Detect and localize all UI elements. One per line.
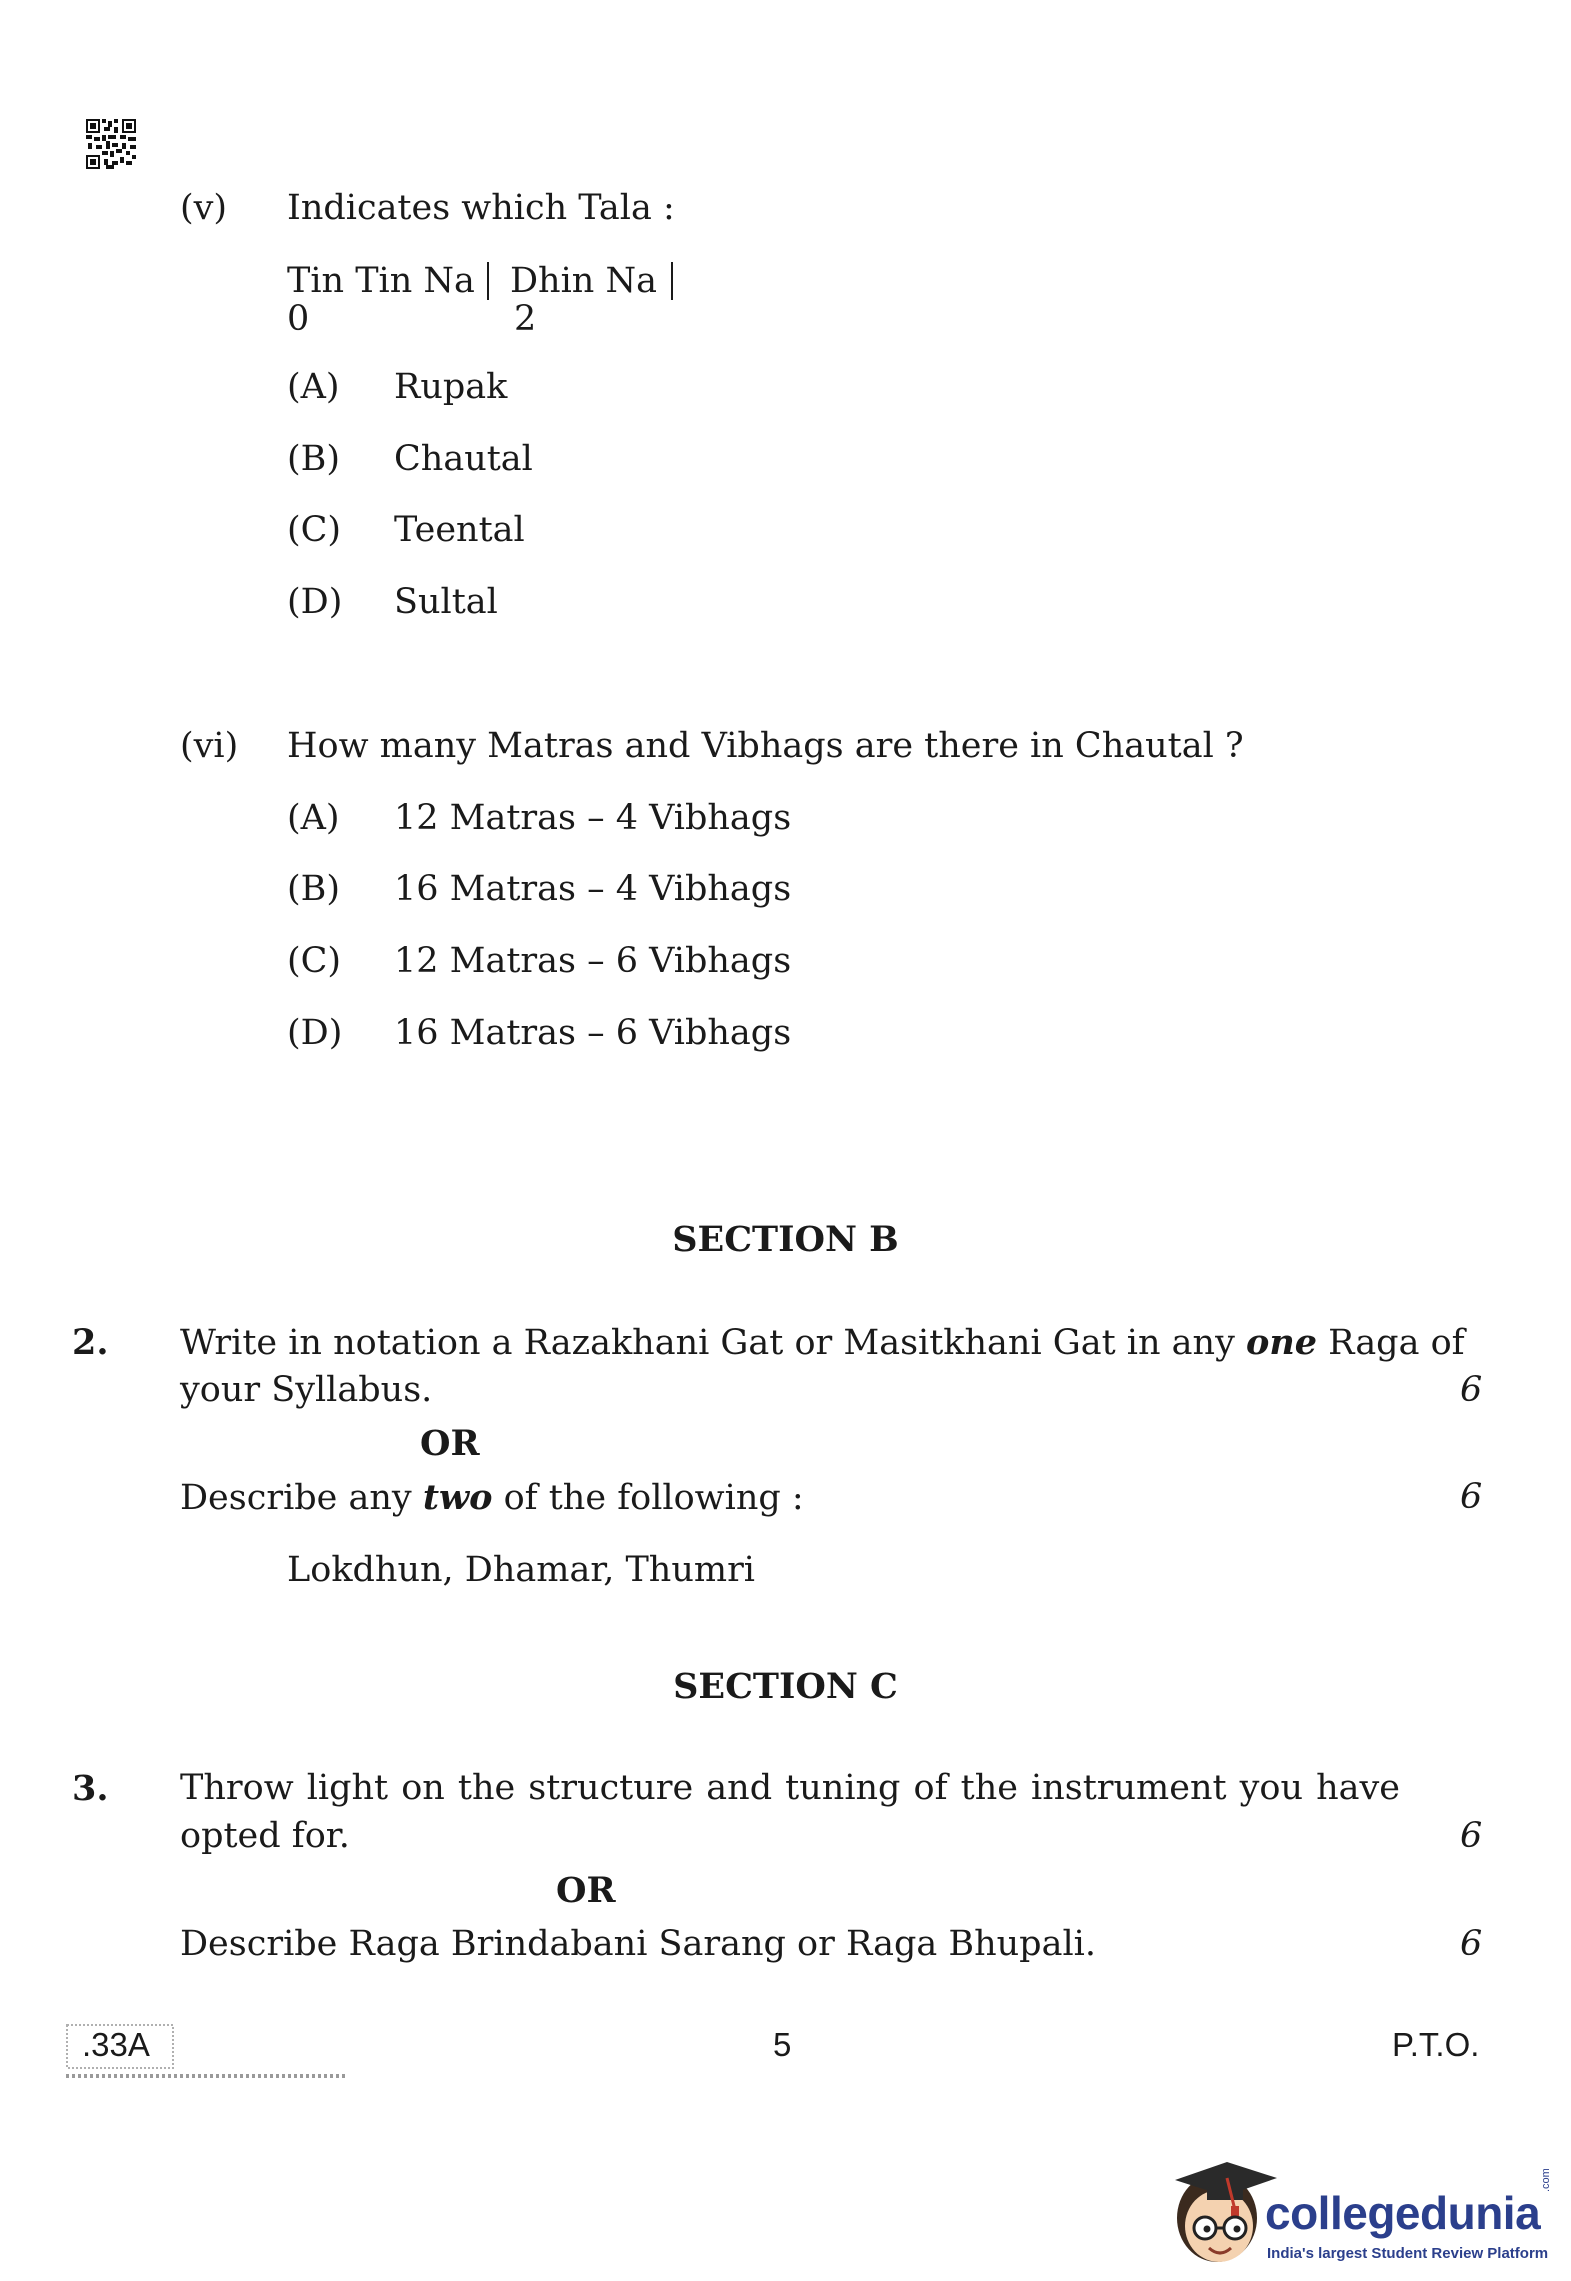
collegedunia-logo — [1165, 2148, 1565, 2278]
option-key: (A) — [287, 367, 340, 407]
question-number-v: (v) — [180, 188, 228, 228]
marks: 6 — [1460, 1477, 1483, 1517]
marks: 6 — [1460, 1816, 1483, 1856]
question-3-alternative: Describe Raga Brindabani Sarang or Raga Bhupali. — [180, 1924, 1096, 1964]
option-text: 16 Matras – 4 Vibhags — [394, 869, 792, 909]
logo-wordmark: collegedunia — [1265, 2187, 1541, 2239]
option-text: 12 Matras – 6 Vibhags — [394, 941, 792, 981]
option-key: (C) — [287, 941, 342, 981]
question-3-line-1: Throw light on the structure and tuning of the instrument you have — [180, 1768, 1400, 1808]
option-key: (D) — [287, 1013, 343, 1053]
option-text: Teental — [394, 510, 525, 550]
micro-text-strip — [66, 2074, 346, 2078]
option-text: 12 Matras – 4 Vibhags — [394, 798, 792, 838]
option-text: Sultal — [394, 582, 498, 622]
option-key: (A) — [287, 798, 340, 838]
option-text: 16 Matras – 6 Vibhags — [394, 1013, 792, 1053]
marks: 6 — [1460, 1370, 1483, 1410]
option-key: (D) — [287, 582, 343, 622]
logo-tagline: India's largest Student Review Platform — [1267, 2245, 1549, 2262]
question-2-line-2: your Syllabus. — [180, 1370, 433, 1410]
qr-code-icon — [86, 119, 136, 169]
or-divider: OR — [420, 1423, 480, 1464]
question-2-list: Lokdhun, Dhamar, Thumri — [287, 1550, 756, 1590]
tala-bols-group-2: Dhin Na — [510, 261, 657, 301]
tala-mark-tali: 2 — [514, 299, 537, 339]
tala-mark-khali: 0 — [287, 299, 310, 339]
marks: 6 — [1460, 1924, 1483, 1964]
option-key: (C) — [287, 510, 342, 550]
question-number-3: 3. — [72, 1768, 109, 1809]
question-2-alternative: Describe any two of the following : — [180, 1477, 804, 1518]
section-b-heading: SECTION B — [672, 1219, 899, 1260]
paper-code: .33A — [82, 2026, 150, 2063]
question-prompt-v: Indicates which Tala : — [287, 188, 675, 228]
pto-label: P.T.O. — [1392, 2026, 1480, 2063]
question-prompt-vi: How many Matras and Vibhags are there in Chautal ? — [287, 726, 1244, 766]
vibhag-divider — [671, 262, 673, 300]
option-key: (B) — [287, 869, 341, 909]
vibhag-divider — [487, 262, 489, 300]
logo-domain: .com — [1540, 2168, 1552, 2192]
option-text: Chautal — [394, 439, 533, 479]
option-key: (B) — [287, 439, 341, 479]
or-divider: OR — [556, 1870, 616, 1911]
section-c-heading: SECTION C — [673, 1666, 898, 1707]
option-text: Rupak — [394, 367, 508, 407]
student-mascot-icon — [1165, 2148, 1280, 2278]
question-2-line-1: Write in notation a Razakhani Gat or Masitkhani Gat in any one Raga of — [180, 1322, 1465, 1363]
tala-bols-group-1: Tin Tin Na — [287, 261, 475, 301]
page-number: 5 — [773, 2026, 792, 2063]
question-number-vi: (vi) — [180, 726, 239, 766]
question-number-2: 2. — [72, 1322, 109, 1363]
question-3-line-2: opted for. — [180, 1816, 350, 1856]
